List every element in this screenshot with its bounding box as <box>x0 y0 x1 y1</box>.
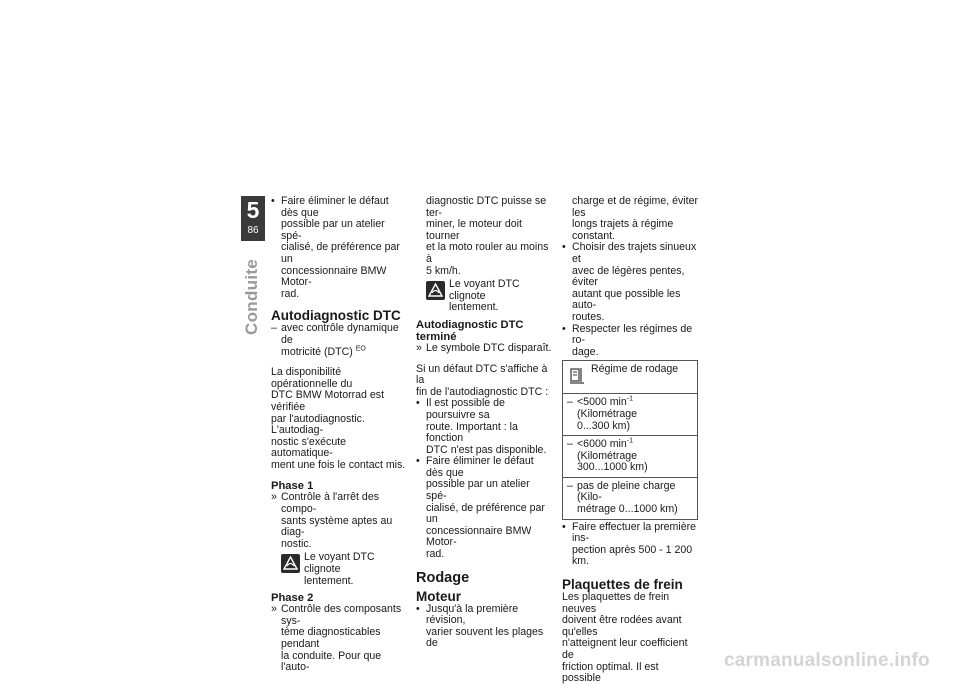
text-line: rad. <box>281 287 300 300</box>
text-line: possible par un atelier spé- <box>281 218 385 242</box>
list-item <box>416 604 552 650</box>
text-line <box>577 439 695 462</box>
table-header-label: Régime de rodage <box>591 363 679 376</box>
text-line: nostic. <box>281 537 312 550</box>
bullet-marker: • <box>562 322 566 335</box>
table-row <box>563 394 698 436</box>
subheading-autodiag-done: Autodiagnostic DTC terminé <box>416 318 524 343</box>
dash-marker: – <box>567 438 573 451</box>
table-row <box>563 436 698 478</box>
list-item <box>271 196 407 300</box>
dtc-warning-icon <box>281 554 300 573</box>
list-item <box>562 324 698 359</box>
table-cell <box>563 361 698 394</box>
text-line: DTC n'est pas disponible. <box>426 443 547 456</box>
chapter-number: 5 <box>246 197 260 223</box>
text-line: avec de légères pentes, éviter <box>572 264 685 289</box>
section-heading-brake-pads: Plaquettes de frein <box>562 577 683 593</box>
text-line: Faire éliminer le défaut dès que <box>281 195 389 219</box>
dash-marker: – <box>567 479 573 492</box>
text-line: dage. <box>572 345 599 358</box>
page-number: 86 <box>247 225 259 236</box>
text-line: lentement. <box>449 301 499 314</box>
unit-superscript: -1 <box>626 437 634 445</box>
bullet-marker: • <box>416 397 420 410</box>
table-row <box>563 361 698 394</box>
list-item <box>562 242 698 323</box>
arrow-marker: » <box>271 491 277 504</box>
text-line: Il est possible de poursuivre sa <box>426 397 505 421</box>
paragraph <box>416 364 552 399</box>
text-line: Choisir des trajets sinueux et <box>572 241 697 265</box>
text-line: Les plaquettes de frein neuves <box>562 591 670 615</box>
text-line: diagnostic DTC puisse se ter- <box>426 195 547 219</box>
text-line: 5 km/h. <box>426 264 461 277</box>
text-line: route. Important : la fonction <box>426 420 518 445</box>
text-line <box>577 397 695 420</box>
text-line: métrage 0...1000 km) <box>577 503 678 516</box>
unit-superscript: -1 <box>626 395 634 403</box>
engine-speed-icon <box>569 366 585 386</box>
text-line: varier souvent les plages de <box>426 625 544 650</box>
break-in-table <box>562 360 698 519</box>
list-item-continued <box>562 196 698 242</box>
paragraph <box>271 367 407 471</box>
chapter-title: Conduite <box>242 258 261 335</box>
subheading-phase-1: Phase 1 <box>271 480 314 493</box>
text-line: tème diagnosticables pendant <box>281 626 381 650</box>
subheading-phase-2: Phase 2 <box>271 592 314 605</box>
text-line: pas de pleine charge (Kilo- <box>577 479 676 504</box>
text-line: n'atteignent leur coefficient de <box>562 637 688 661</box>
text-line: possible par un atelier spé- <box>426 478 530 503</box>
text-line: concessionnaire BMW Motor- <box>281 264 387 289</box>
paragraph <box>562 592 698 685</box>
text-line: autant que possible les auto- <box>572 287 681 312</box>
text-line: Contrôle à l'arrêt des compo- <box>281 491 380 516</box>
text-line: friction optimal. Il est possible <box>562 660 659 685</box>
list-item <box>416 343 552 355</box>
list-item <box>416 398 552 456</box>
text-line: la conduite. Pour que l'auto- <box>281 649 382 674</box>
text-line: nostic s'exécute automatique- <box>271 435 347 460</box>
text-span: <5000 min <box>577 396 627 409</box>
text-span: (Kilométrage <box>577 407 638 420</box>
dash-marker: – <box>271 322 277 335</box>
text-line: Faire effectuer la première ins- <box>572 520 697 545</box>
bullet-marker: • <box>271 195 275 207</box>
text-span: (Kilométrage <box>577 449 638 462</box>
bullet-marker: • <box>562 241 566 254</box>
text-line: sants système aptes au diag- <box>281 514 393 539</box>
text-line <box>281 347 407 359</box>
list-item-continued <box>416 196 552 314</box>
text-line: Le symbole DTC disparaît. <box>426 341 552 354</box>
bullet-marker: • <box>416 455 420 468</box>
list-item <box>416 456 552 560</box>
text-line: concessionnaire BMW Motor- <box>426 524 532 549</box>
bullet-marker: • <box>416 602 420 615</box>
text-line: rad. <box>426 548 445 561</box>
subheading-moteur: Moteur <box>416 588 461 604</box>
chapter-tab <box>241 196 265 241</box>
warning-row <box>281 552 407 587</box>
list-item <box>271 323 407 358</box>
bullet-marker: • <box>562 520 566 533</box>
text-line: 300...1000 km) <box>577 461 648 474</box>
column-1 <box>271 196 407 674</box>
text-span: motricité (DTC) <box>281 345 353 358</box>
dash-marker: – <box>567 396 573 409</box>
table-cell <box>563 436 698 478</box>
option-superscript: EO <box>355 345 366 352</box>
text-line: Faire éliminer le défaut dès que <box>426 455 534 479</box>
text-line: Le voyant DTC clignote <box>449 278 520 302</box>
text-line: charge et de régime, éviter les <box>572 195 699 219</box>
text-line: doivent être rodées avant qu'elles <box>562 614 682 638</box>
text-line: Respecter les régimes de ro- <box>572 322 693 347</box>
watermark: carmanualsonline.info <box>724 650 930 671</box>
dtc-warning-icon <box>426 281 445 300</box>
text-line: routes. <box>572 310 605 323</box>
text-line: Si un défaut DTC s'affiche à la <box>416 362 548 387</box>
text-line: DTC BMW Motorrad est vérifiée <box>271 389 385 413</box>
text-line: par l'autodiagnostic. L'autodiag- <box>271 412 365 437</box>
text-line: cialisé, de préférence par un <box>281 241 400 265</box>
list-item <box>562 522 698 568</box>
text-line: avec contrôle dynamique de <box>281 322 399 346</box>
column-3 <box>562 196 698 685</box>
arrow-marker: » <box>271 603 277 616</box>
text-line: longs trajets à régime constant. <box>572 218 674 242</box>
table-cell <box>563 394 698 436</box>
text-line: La disponibilité opérationnelle du <box>271 366 353 390</box>
list-item <box>271 604 407 674</box>
table-header <box>567 364 695 390</box>
list-item <box>567 439 695 474</box>
warning-row <box>426 279 552 314</box>
text-line: Jusqu'à la première révision, <box>426 602 519 627</box>
text-line: Contrôle des composants sys- <box>281 603 402 627</box>
text-span: <6000 min <box>577 438 627 451</box>
arrow-marker: » <box>416 341 422 354</box>
text-line: et la moto rouler au moins à <box>426 241 549 265</box>
list-item <box>271 492 407 587</box>
list-item <box>567 397 695 432</box>
text-line: 0...300 km) <box>577 419 630 432</box>
text-line: lentement. <box>304 574 354 587</box>
text-line: pection après 500 - 1 200 km. <box>572 543 693 568</box>
list-item <box>567 481 695 516</box>
text-line: ment une fois le contact mis. <box>271 458 406 471</box>
column-2 <box>416 196 552 650</box>
table-cell <box>563 477 698 519</box>
text-line: Le voyant DTC clignote <box>304 551 375 576</box>
text-line: miner, le moteur doit tourner <box>426 218 522 242</box>
table-row <box>563 477 698 519</box>
section-heading-rodage: Rodage <box>416 569 470 586</box>
section-heading-autodiagnostic: Autodiagnostic DTC <box>271 308 401 324</box>
text-line: fin de l'autodiagnostic DTC : <box>416 385 549 398</box>
text-line: cialisé, de préférence par un <box>426 501 545 526</box>
